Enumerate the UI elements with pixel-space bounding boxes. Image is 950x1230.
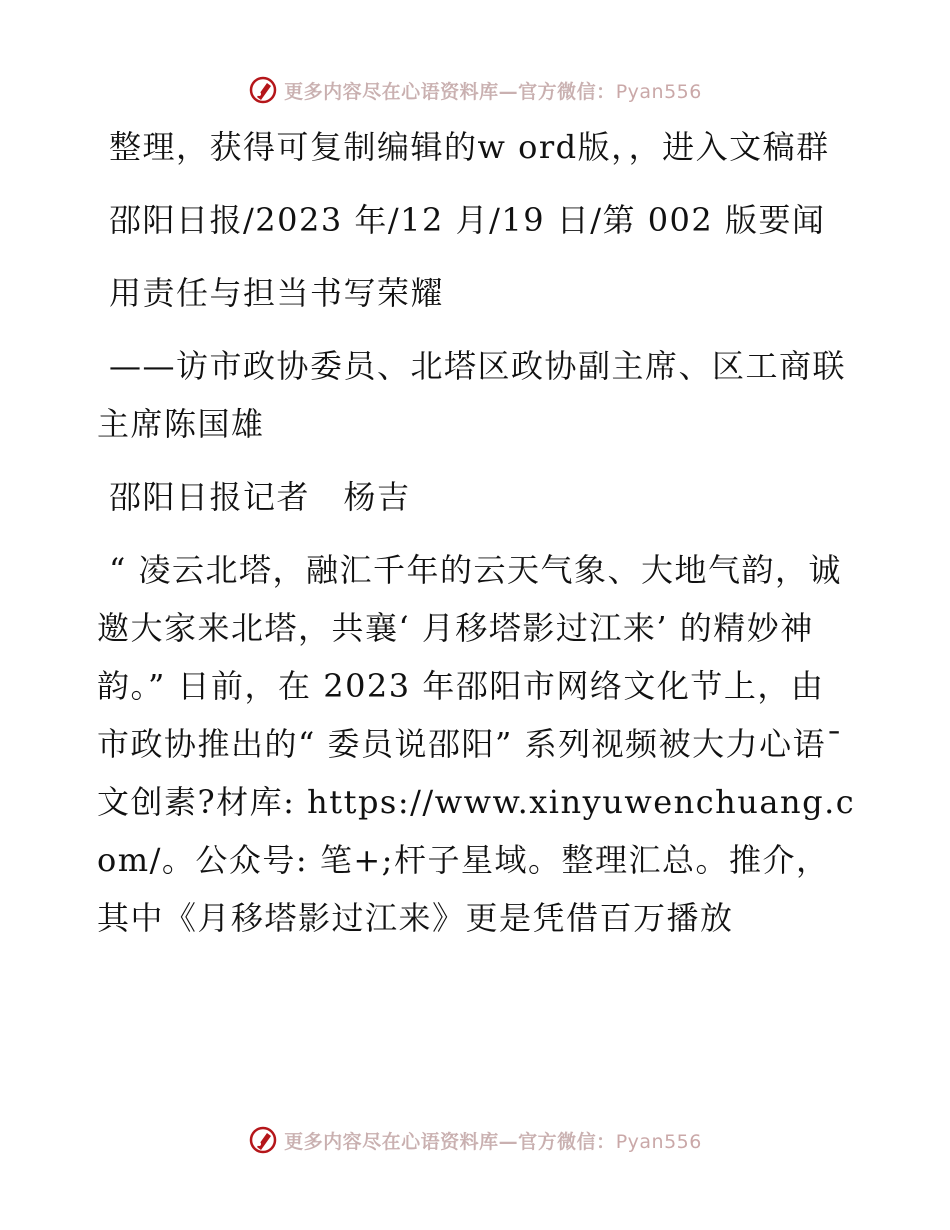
article-subtitle: ——访市政协委员、北塔区政协副主席、区工商联主席陈国雄 [97,347,847,443]
footer-banner [0,1120,950,1160]
article-byline: 邵阳日报记者 杨吉 [109,478,411,516]
paragraph-source: 邵阳日报/2023 年/12 月/19 日/第 002 版要闻 [109,201,826,239]
banner-slogan: 更多内容尽在心语资料库 [284,1130,499,1153]
banner-wechat-id: Pyan556 [615,1130,702,1153]
banner-dash: — [498,80,519,103]
article-title: 用责任与担当书写荣耀 [109,274,445,312]
document-body [97,118,857,947]
banner-dash: — [498,1130,519,1153]
header-banner [0,70,950,110]
banner-text [284,77,702,104]
banner-wechat-id: Pyan556 [615,80,702,103]
paragraph-body: “ 凌云北塔，融汇千年的云天气象、大地气韵，诚邀大家来北塔，共襄‘ 月移塔影过江来’ 的精妙神韵。” 日前，在 2023 年邵阳市网络文化节上，由市政协推出的“ 委员说邵阳” 系列视频被大力心语¯文创素?材库: https://www.xinyuwenchuang.com/。公众号: 笔+;杆子星域。整理汇总。推介，其中《月移塔影过江来》更是凭借百万播放 [97,551,856,937]
paragraph-intro: 整理，获得可复制编辑的w ord版，，进入文稿群 [109,128,830,166]
banner-wechat-label: 官方微信： [518,1130,616,1153]
pen-nib-logo-icon [248,1125,278,1155]
banner-slogan: 更多内容尽在心语资料库 [284,80,499,103]
banner-wechat-label: 官方微信： [518,80,616,103]
banner-text [284,1127,702,1154]
pen-nib-logo-icon [248,75,278,105]
